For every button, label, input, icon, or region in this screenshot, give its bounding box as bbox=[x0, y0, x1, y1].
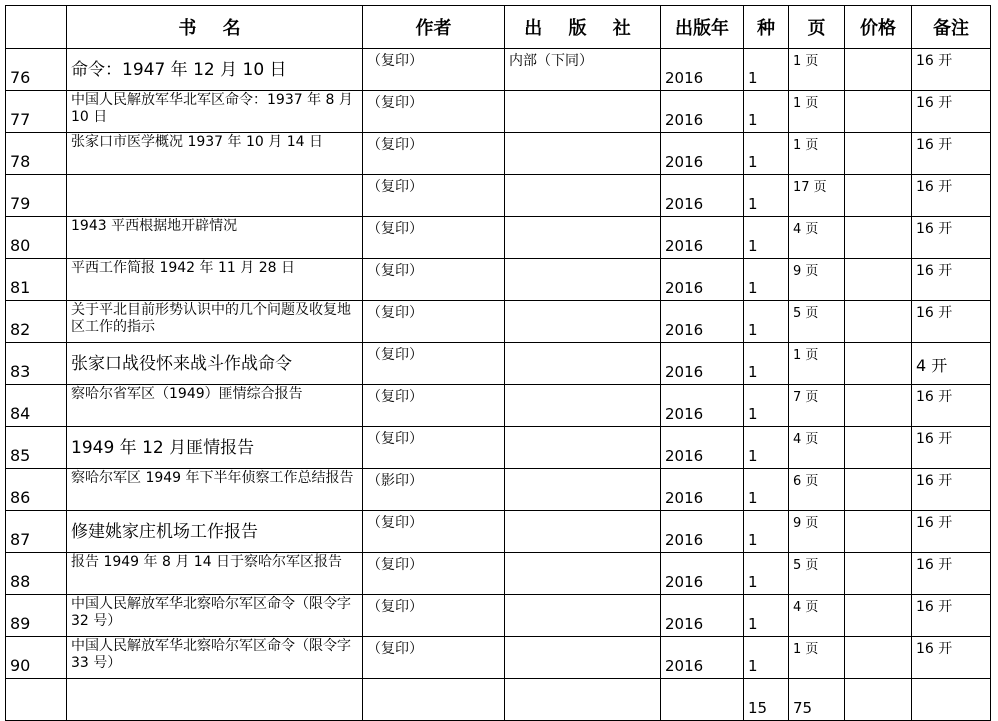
row-title: 张家口战役怀来战斗作战命令 bbox=[67, 343, 363, 385]
header-row bbox=[6, 6, 991, 49]
row-kind: 1 bbox=[744, 49, 789, 91]
row-no: 76 bbox=[6, 49, 67, 91]
row-pages: 4 页 bbox=[789, 595, 845, 637]
total-pages: 75 bbox=[789, 679, 845, 721]
table-row bbox=[6, 133, 991, 175]
row-no: 84 bbox=[6, 385, 67, 427]
row-year: 2016 bbox=[661, 343, 744, 385]
row-no: 87 bbox=[6, 511, 67, 553]
row-price bbox=[845, 175, 912, 217]
row-pages: 17 页 bbox=[789, 175, 845, 217]
row-price bbox=[845, 343, 912, 385]
row-publisher bbox=[505, 343, 661, 385]
row-remark: 4 开 bbox=[912, 343, 991, 385]
table-row bbox=[6, 91, 991, 133]
row-title: 报告 1949 年 8 月 14 日于察哈尔军区报告 bbox=[67, 553, 363, 595]
row-year: 2016 bbox=[661, 301, 744, 343]
row-title: 中国人民解放军华北察哈尔军区命令（限令字 32 号） bbox=[67, 595, 363, 637]
row-author: （复印） bbox=[363, 49, 505, 91]
row-remark: 16 开 bbox=[912, 595, 991, 637]
row-title: 中国人民解放军华北察哈尔军区命令（限令字 33 号） bbox=[67, 637, 363, 679]
row-kind: 1 bbox=[744, 511, 789, 553]
row-title: 关于平北目前形势认识中的几个问题及收复地区工作的指示 bbox=[67, 301, 363, 343]
row-title: 平西工作简报 1942 年 11 月 28 日 bbox=[67, 259, 363, 301]
row-year: 2016 bbox=[661, 553, 744, 595]
row-remark: 16 开 bbox=[912, 91, 991, 133]
row-remark: 16 开 bbox=[912, 553, 991, 595]
row-author: （复印） bbox=[363, 511, 505, 553]
row-title: 张家口市医学概况 1937 年 10 月 14 日 bbox=[67, 133, 363, 175]
row-price bbox=[845, 301, 912, 343]
table-row bbox=[6, 49, 991, 91]
row-price bbox=[845, 259, 912, 301]
row-remark: 16 开 bbox=[912, 175, 991, 217]
row-price bbox=[845, 385, 912, 427]
row-author: （复印） bbox=[363, 259, 505, 301]
row-pages: 1 页 bbox=[789, 91, 845, 133]
row-year: 2016 bbox=[661, 469, 744, 511]
header-no bbox=[6, 6, 67, 49]
row-author: （复印） bbox=[363, 427, 505, 469]
row-remark: 16 开 bbox=[912, 511, 991, 553]
row-year: 2016 bbox=[661, 427, 744, 469]
row-publisher bbox=[505, 385, 661, 427]
row-year: 2016 bbox=[661, 49, 744, 91]
row-publisher bbox=[505, 91, 661, 133]
row-pages: 9 页 bbox=[789, 511, 845, 553]
row-publisher bbox=[505, 553, 661, 595]
table-row bbox=[6, 385, 991, 427]
row-pages: 4 页 bbox=[789, 217, 845, 259]
row-kind: 1 bbox=[744, 637, 789, 679]
row-year: 2016 bbox=[661, 217, 744, 259]
row-author: （复印） bbox=[363, 385, 505, 427]
row-pages: 9 页 bbox=[789, 259, 845, 301]
row-pages: 4 页 bbox=[789, 427, 845, 469]
row-price bbox=[845, 217, 912, 259]
row-price bbox=[845, 427, 912, 469]
row-remark: 16 开 bbox=[912, 385, 991, 427]
row-pages: 5 页 bbox=[789, 301, 845, 343]
row-year: 2016 bbox=[661, 595, 744, 637]
row-author: （复印） bbox=[363, 595, 505, 637]
row-author: （复印） bbox=[363, 133, 505, 175]
header-title: 书 名 bbox=[67, 6, 363, 49]
row-price bbox=[845, 637, 912, 679]
row-no: 83 bbox=[6, 343, 67, 385]
row-title: 1949 年 12 月匪情报告 bbox=[67, 427, 363, 469]
table-row bbox=[6, 553, 991, 595]
row-pages: 1 页 bbox=[789, 133, 845, 175]
table-row bbox=[6, 469, 991, 511]
header-remark: 备注 bbox=[912, 6, 991, 49]
row-price bbox=[845, 133, 912, 175]
row-price bbox=[845, 49, 912, 91]
row-remark: 16 开 bbox=[912, 637, 991, 679]
row-no: 90 bbox=[6, 637, 67, 679]
row-publisher bbox=[505, 469, 661, 511]
row-publisher bbox=[505, 595, 661, 637]
row-year: 2016 bbox=[661, 511, 744, 553]
row-author: （复印） bbox=[363, 91, 505, 133]
row-publisher bbox=[505, 217, 661, 259]
row-publisher bbox=[505, 511, 661, 553]
row-kind: 1 bbox=[744, 259, 789, 301]
header-pages: 页 bbox=[789, 6, 845, 49]
row-title: 1943 平西根据地开辟情况 bbox=[67, 217, 363, 259]
row-pages: 6 页 bbox=[789, 469, 845, 511]
row-no: 78 bbox=[6, 133, 67, 175]
row-kind: 1 bbox=[744, 301, 789, 343]
row-price bbox=[845, 553, 912, 595]
row-kind: 1 bbox=[744, 595, 789, 637]
catalog-table bbox=[5, 5, 991, 721]
row-no: 80 bbox=[6, 217, 67, 259]
row-publisher bbox=[505, 133, 661, 175]
row-no: 82 bbox=[6, 301, 67, 343]
row-kind: 1 bbox=[744, 553, 789, 595]
row-author: （复印） bbox=[363, 553, 505, 595]
row-author: （复印） bbox=[363, 175, 505, 217]
row-pages: 5 页 bbox=[789, 553, 845, 595]
row-publisher bbox=[505, 301, 661, 343]
row-no: 77 bbox=[6, 91, 67, 133]
row-publisher bbox=[505, 637, 661, 679]
row-no: 86 bbox=[6, 469, 67, 511]
table-row bbox=[6, 595, 991, 637]
row-year: 2016 bbox=[661, 91, 744, 133]
row-no: 85 bbox=[6, 427, 67, 469]
row-kind: 1 bbox=[744, 343, 789, 385]
row-price bbox=[845, 511, 912, 553]
header-author: 作者 bbox=[363, 6, 505, 49]
row-kind: 1 bbox=[744, 385, 789, 427]
row-author: （影印） bbox=[363, 469, 505, 511]
row-kind: 1 bbox=[744, 175, 789, 217]
table-row bbox=[6, 301, 991, 343]
row-no: 81 bbox=[6, 259, 67, 301]
row-author: （复印） bbox=[363, 217, 505, 259]
table-row bbox=[6, 259, 991, 301]
row-remark: 16 开 bbox=[912, 217, 991, 259]
row-no: 88 bbox=[6, 553, 67, 595]
row-title: 察哈尔军区 1949 年下半年侦察工作总结报告 bbox=[67, 469, 363, 511]
table-row bbox=[6, 637, 991, 679]
row-kind: 1 bbox=[744, 427, 789, 469]
table-row bbox=[6, 217, 991, 259]
row-kind: 1 bbox=[744, 469, 789, 511]
total-kind: 15 bbox=[744, 679, 789, 721]
row-author: （复印） bbox=[363, 637, 505, 679]
row-title: 修建姚家庄机场工作报告 bbox=[67, 511, 363, 553]
row-title: 命令：1947 年 12 月 10 日 bbox=[67, 49, 363, 91]
row-kind: 1 bbox=[744, 217, 789, 259]
row-year: 2016 bbox=[661, 637, 744, 679]
header-kind: 种 bbox=[744, 6, 789, 49]
row-pages: 1 页 bbox=[789, 637, 845, 679]
row-price bbox=[845, 91, 912, 133]
header-price: 价格 bbox=[845, 6, 912, 49]
row-author: （复印） bbox=[363, 343, 505, 385]
table-row bbox=[6, 511, 991, 553]
table-row bbox=[6, 427, 991, 469]
row-year: 2016 bbox=[661, 175, 744, 217]
row-remark: 16 开 bbox=[912, 469, 991, 511]
header-publisher: 出 版 社 bbox=[505, 6, 661, 49]
row-kind: 1 bbox=[744, 133, 789, 175]
table-row bbox=[6, 343, 991, 385]
row-pages: 1 页 bbox=[789, 343, 845, 385]
table-row bbox=[6, 175, 991, 217]
header-year: 出版年 bbox=[661, 6, 744, 49]
row-price bbox=[845, 469, 912, 511]
row-remark: 16 开 bbox=[912, 133, 991, 175]
row-year: 2016 bbox=[661, 385, 744, 427]
row-author: （复印） bbox=[363, 301, 505, 343]
row-remark: 16 开 bbox=[912, 49, 991, 91]
row-title: 察哈尔省军区（1949）匪情综合报告 bbox=[67, 385, 363, 427]
row-no: 89 bbox=[6, 595, 67, 637]
row-year: 2016 bbox=[661, 133, 744, 175]
row-no: 79 bbox=[6, 175, 67, 217]
row-title: 中国人民解放军华北军区命令：1937 年 8 月 10 日 bbox=[67, 91, 363, 133]
row-remark: 16 开 bbox=[912, 301, 991, 343]
row-year: 2016 bbox=[661, 259, 744, 301]
row-publisher bbox=[505, 259, 661, 301]
row-kind: 1 bbox=[744, 91, 789, 133]
row-pages: 1 页 bbox=[789, 49, 845, 91]
row-title bbox=[67, 175, 363, 217]
row-publisher bbox=[505, 175, 661, 217]
row-remark: 16 开 bbox=[912, 259, 991, 301]
row-publisher bbox=[505, 427, 661, 469]
row-publisher: 内部（下同） bbox=[505, 49, 661, 91]
row-price bbox=[845, 595, 912, 637]
row-remark: 16 开 bbox=[912, 427, 991, 469]
row-pages: 7 页 bbox=[789, 385, 845, 427]
